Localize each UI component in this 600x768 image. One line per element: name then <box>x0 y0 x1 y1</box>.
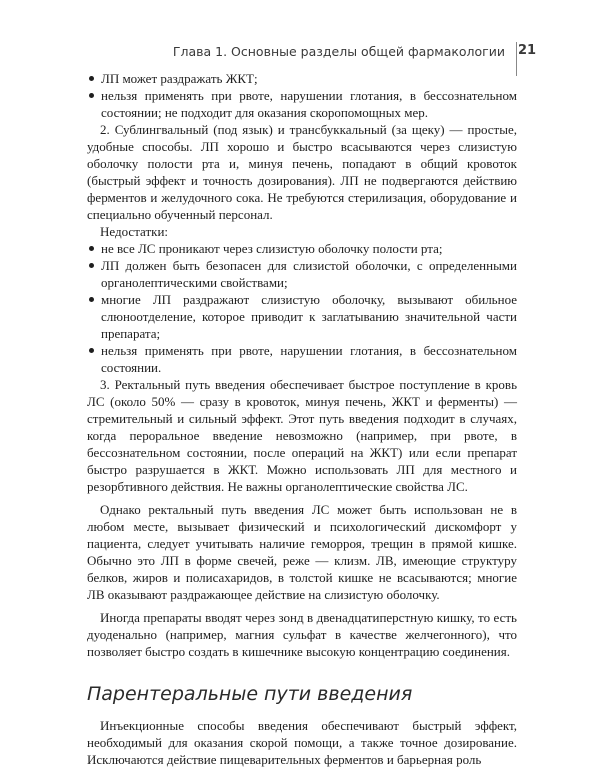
paragraph-injection: Инъекционные способы введения обеспечивают быстрый эффект, необходимый для оказания скорой помощи, а также точное дозирование. Исключаются действие пищеварительных ферментов и барьерная роль <box>87 718 517 767</box>
chapter-title: Глава 1. Основные разделы общей фармакологии <box>172 44 505 59</box>
disadvantages-label: Недостатки: <box>100 224 169 239</box>
list-item: ЛП может раздражать ЖКТ; <box>87 70 517 87</box>
list-item: ЛП должен быть безопасен для слизистой оболочки, с определенными органолептическими свойствами; <box>87 257 517 291</box>
paragraph-rectal: 3. Ректальный путь введения обеспечивает быстрое поступление в кровь ЛС (около 50% — сразу в кровоток, минуя печень, ЖКТ и ферменты) — стремительный и сильный эффект. Этот путь введения подходит в случаях, когда пероральное введение невозможно (например, при рвоте, в бессознательном состоянии, после операций на ЖКТ) или если препарат быстро разрушается в ЖКТ. Можно использовать ЛП для местного и резорбтивного действия. Не важны органолептические свойства ЛС. <box>87 377 517 494</box>
running-head <box>0 42 600 64</box>
list-item: многие ЛП раздражают слизистую оболочку, вызывают обильное слюноотделение, которое приводит к заглатыванию значительной части препарата; <box>87 291 517 342</box>
list-item: не все ЛС проникают через слизистую оболочку полости рта; <box>87 240 517 257</box>
section-heading: Парентеральные пути введения <box>87 683 413 705</box>
disadvantages-list <box>87 240 517 376</box>
page-body <box>87 70 517 768</box>
intro-bullet-list <box>87 70 517 121</box>
paragraph-however: Однако ректальный путь введения ЛС может быть использован не в любом месте, вызывает физический и психологический дискомфорт у пациента, следует учитывать наличие геморроя, трещин в прямой кишке. Обычно это ЛП в форме свечей, реже — клизм. ЛВ, имеющие структуру белков, жиров и полисахаридов, в толстой кишке не всасываются; многие ЛВ оказывают раздражающее действие на слизистую оболочку. <box>87 502 517 602</box>
paragraph-duodenal: Иногда препараты вводят через зонд в двенадцатиперстную кишку, то есть дуоденально (например, магния сульфат в качестве желчегонного), что позволяет быстро создать в кишечнике высокую концентрацию соединения. <box>87 610 517 659</box>
list-item: нельзя применять при рвоте, нарушении глотания, в бессознательном состоянии; не подходит для оказания скоропомощных мер. <box>87 87 517 121</box>
paragraph-sublingual: 2. Сублингвальный (под язык) и трансбуккальный (за щеку) — простые, удобные способы. ЛП хорошо и быстро всасываются через слизистую оболочку полости рта и, минуя печень, попадают в общий кровоток (быстрый эффект и точность дозирования). ЛП не подвергаются действию ферментов и желудочного сока. Не требуются стерилизация, оборудование и специально обученный персонал. <box>87 122 517 222</box>
list-item: нельзя применять при рвоте, нарушении глотания, в бессознательном состоянии. <box>87 342 517 376</box>
page-number: 21 <box>518 43 537 58</box>
